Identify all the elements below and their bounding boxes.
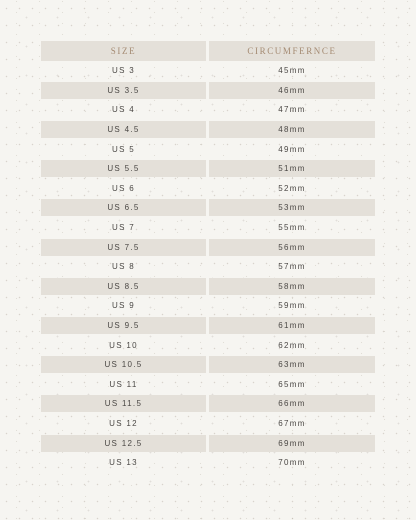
ring-size-table — [41, 40, 375, 472]
table-row — [41, 316, 375, 336]
size-cell: US 6 — [112, 183, 135, 193]
table-row — [41, 375, 375, 395]
circumference-cell: 66mm — [209, 395, 375, 412]
size-cell: US 3 — [112, 66, 135, 76]
table-row — [41, 198, 375, 218]
table-row — [41, 139, 375, 159]
circumference-column-header: CIRCUMFERNCE — [209, 41, 375, 61]
circumference-cell: 52mm — [278, 183, 306, 193]
circumference-cell: 45mm — [278, 66, 306, 76]
size-cell: US 12 — [109, 418, 138, 428]
circumference-cell: 47mm — [278, 105, 306, 115]
table-row — [41, 277, 375, 297]
circumference-cell: 62mm — [278, 340, 306, 350]
size-cell: US 3.5 — [41, 82, 206, 99]
table-row — [41, 61, 375, 81]
table-row — [41, 453, 375, 473]
table-row — [41, 218, 375, 238]
size-cell: US 5.5 — [41, 160, 206, 177]
table-row — [41, 120, 375, 140]
size-cell: US 12.5 — [41, 435, 206, 452]
size-cell: US 13 — [109, 458, 138, 468]
circumference-cell: 55mm — [278, 223, 306, 233]
table-row — [41, 355, 375, 375]
size-cell: US 4 — [112, 105, 135, 115]
table-row — [41, 237, 375, 257]
size-cell: US 7.5 — [41, 239, 206, 256]
table-row — [41, 179, 375, 199]
circumference-cell: 58mm — [209, 278, 375, 295]
size-cell: US 8.5 — [41, 278, 206, 295]
size-cell: US 9.5 — [41, 317, 206, 334]
table-row — [41, 159, 375, 179]
size-cell: US 7 — [112, 223, 135, 233]
size-cell: US 8 — [112, 262, 135, 272]
circumference-cell: 69mm — [209, 435, 375, 452]
table-header-row — [41, 40, 375, 61]
circumference-cell: 57mm — [278, 262, 306, 272]
size-cell: US 4.5 — [41, 121, 206, 138]
circumference-cell: 46mm — [209, 82, 375, 99]
size-cell: US 10.5 — [41, 356, 206, 373]
table-row — [41, 394, 375, 414]
size-cell: US 9 — [112, 301, 135, 311]
circumference-cell: 53mm — [209, 199, 375, 216]
circumference-cell: 56mm — [209, 239, 375, 256]
size-cell: US 10 — [109, 340, 138, 350]
circumference-cell: 67mm — [278, 418, 306, 428]
size-cell: US 11 — [109, 379, 138, 389]
circumference-cell: 63mm — [209, 356, 375, 373]
table-row — [41, 433, 375, 453]
table-row — [41, 296, 375, 316]
circumference-cell: 49mm — [278, 144, 306, 154]
size-cell: US 11.5 — [41, 395, 206, 412]
table-row — [41, 335, 375, 355]
size-cell: US 6.5 — [41, 199, 206, 216]
table-row — [41, 100, 375, 120]
table-row — [41, 414, 375, 434]
table-row — [41, 257, 375, 277]
table-row — [41, 81, 375, 101]
size-column-header: SIZE — [41, 41, 206, 61]
circumference-cell: 48mm — [209, 121, 375, 138]
circumference-cell: 51mm — [209, 160, 375, 177]
size-cell: US 5 — [112, 144, 135, 154]
circumference-cell: 61mm — [209, 317, 375, 334]
circumference-cell: 59mm — [278, 301, 306, 311]
circumference-cell: 70mm — [278, 458, 306, 468]
table-body — [41, 61, 375, 472]
circumference-cell: 65mm — [278, 379, 306, 389]
